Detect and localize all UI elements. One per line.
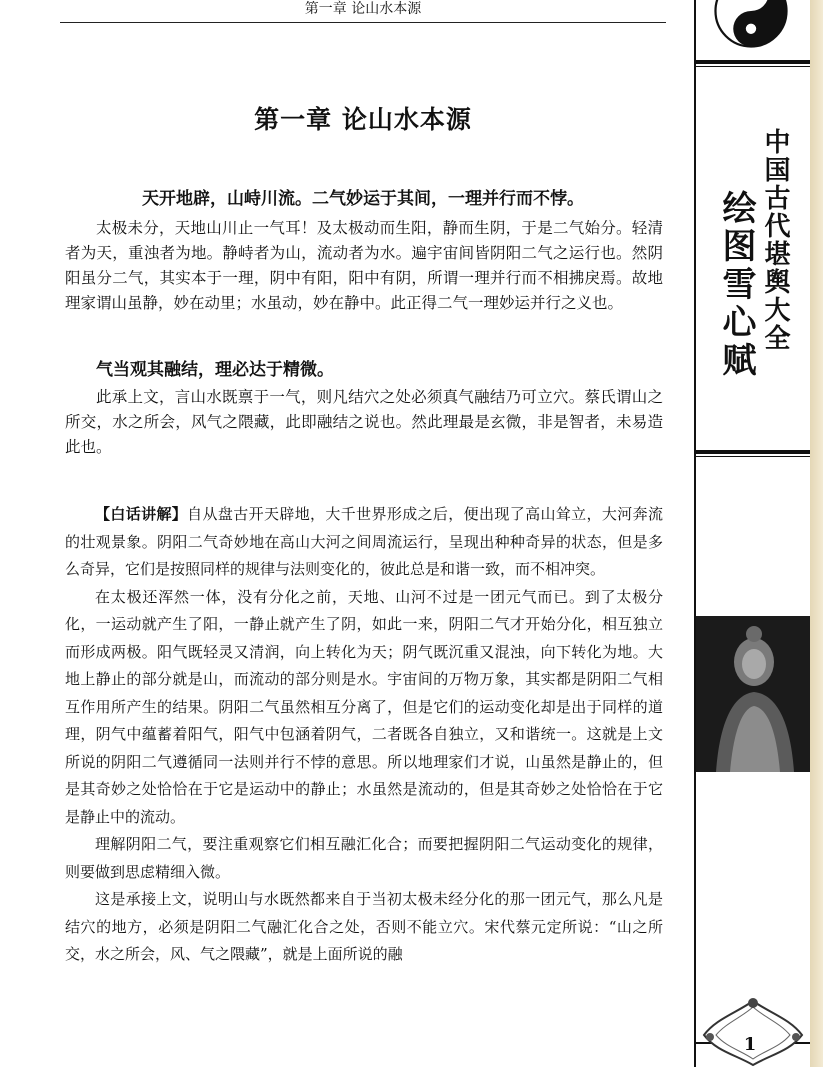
commentary-paragraph-1 [65, 501, 663, 584]
verse-1: 天开地辟，山峙川流。二气妙运于其间，一理并行而不悖。 [142, 189, 584, 209]
buddha-statue-image [696, 616, 810, 772]
commentary-label: 【白话讲解】 [95, 505, 188, 523]
commentary-paragraph-4: 这是承接上文，说明山与水既然都来自于当初太极未经分化的那一团元气，那么凡是结穴的地方，必须是阴阳二气融汇化合之处，否则不能立穴。宋代蔡元定所说：“山之所交，水之所会，风、气之隈藏”，就是上面所说的融 [65, 890, 663, 963]
yin-yang-icon [714, 0, 788, 48]
page-number: 1 [743, 1034, 757, 1055]
commentary-text-1: 自从盘古开天辟地，大千世界形成之后，便出现了高山耸立，大河奔流的壮观景象。阴阳二气奇妙地在高山大河之间周流运行，呈现出种种奇异的状态，但是多么奇异，它们是按照同样的规律与法则变化的，彼此总是和谐一致，而不相冲突。 [65, 505, 663, 578]
classic-text-2 [65, 385, 663, 460]
series-title: 中国古代堪舆大全 [760, 128, 790, 352]
sidebar-rule-top [696, 60, 810, 64]
sidebar-rule-middle [696, 450, 810, 454]
commentary-paragraph-3: 理解阴阳二气，要注重观察它们相互融汇化合；而要把握阴阳二气运动变化的规律，则要做到思虑精细入微。 [65, 835, 663, 881]
classic-text-1 [65, 216, 663, 316]
sidebar-divider [694, 0, 696, 1067]
verse-2: 气当观其融结，理必达于精微。 [96, 360, 334, 380]
chapter-title: 第一章 论山水本源 [254, 105, 472, 134]
running-header: 第一章 论山水本源 [304, 1, 422, 17]
paragraph-1: 太极未分，天地山川止一气耳！及太极动而生阳，静而生阴，于是二气始分。轻清者为天，重浊者为地。静峙者为山，流动者为水。遍宇宙间皆阴阳二气之运行也。然阴阳虽分二气，其实本于一理，阴中有阳，阳中有阴，所谓一理并行而不相拂戾焉。故地理家谓山虽静，妙在动里；水虽动，妙在静中。此正得二气一理妙运并行之义也。 [65, 219, 663, 312]
page-edge [810, 0, 823, 1067]
book-title: 绘图雪心赋 [716, 190, 756, 380]
commentary-paragraph-2: 在太极还浑然一体，没有分化之前，天地、山河不过是一团元气而已。到了太极分化，一运动就产生了阳，一静止就产生了阴，如此一来，阴阳二气才开始分化，相互独立而形成两极。阳气既轻灵又清润，向上转化为天；阴气既沉重又混浊，向下转化为地。大地上静止的部分就是山，而流动的部分则是水。宇宙间的万物万象，其实都是阴阳二气相互作用所产生的结果。阴阳二气虽然相互分离了，但是它们的运动变化却是出于同样的道理，阴气中蕴蓄着阳气，阳气中包涵着阴气，二者既各自独立，又和谐统一。这就是上文所说的阴阳二气遵循同一法则并行不悖的意思。所以地理家们才说，山虽然是静止的，但是其奇妙之处恰恰在于它是运动中的静止；水虽然是流动的，但是其奇妙之处恰恰在于它是静止中的流动。 [65, 587, 663, 826]
header-rule [60, 22, 666, 23]
sidebar-rule-top-thin [696, 66, 810, 67]
floral-ornament-icon [696, 995, 810, 1067]
commentary-section [65, 501, 663, 969]
paragraph-2: 此承上文，言山水既禀于一气，则凡结穴之处必须真气融结乃可立穴。蔡氏谓山之所交，水之所会，风气之隈藏，此即融结之说也。然此理最是玄微，非是智者，未易造此也。 [65, 388, 663, 456]
sidebar-rule-middle-thin [696, 456, 810, 457]
